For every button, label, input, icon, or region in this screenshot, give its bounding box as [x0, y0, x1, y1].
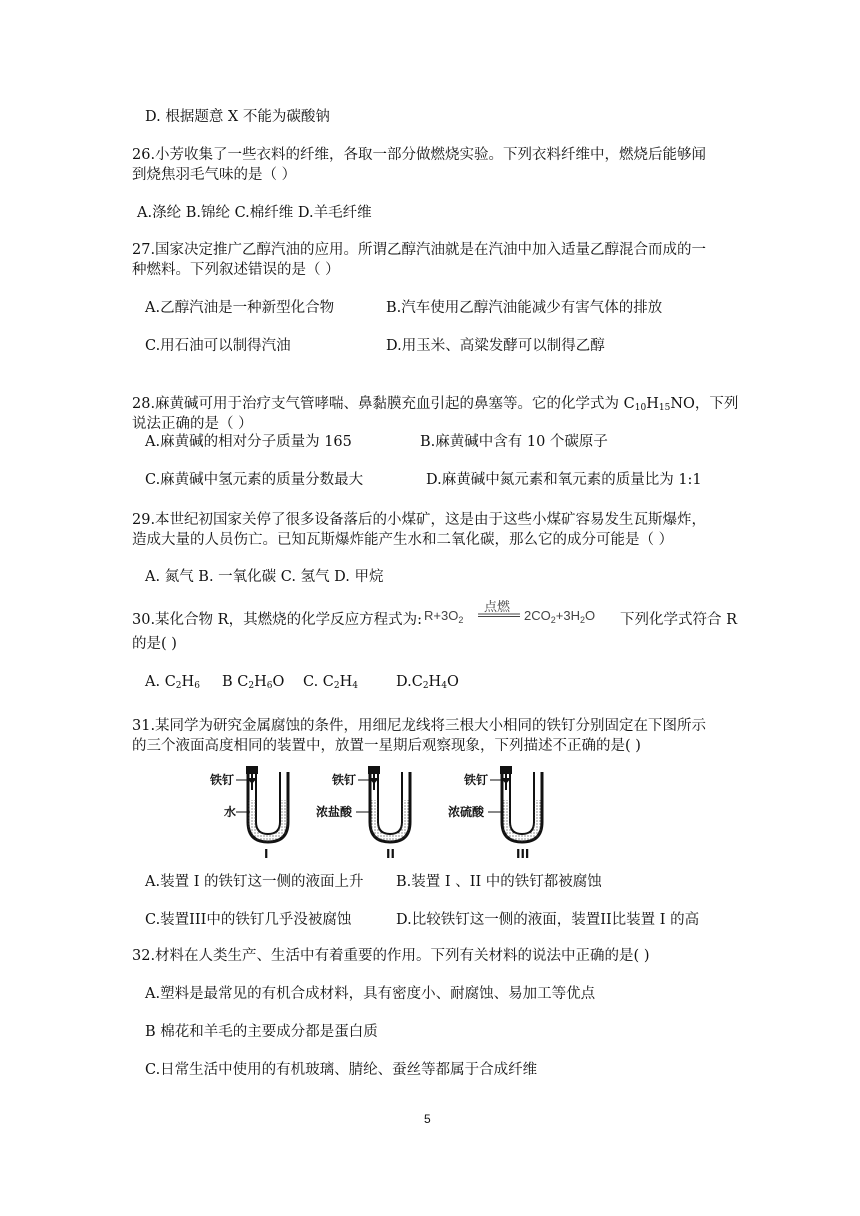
- answer-option: B.汽车使用乙醇汽油能减少有害气体的排放: [386, 300, 663, 316]
- text-line: A.塑料是最常见的有机合成材料，具有密度小、耐腐蚀、易加工等优点: [145, 986, 596, 1002]
- text-line: C.日常生活中使用的有机玻璃、腈纶、蚕丝等都属于合成纤维: [145, 1062, 538, 1078]
- u-tube-apparatus-figure: [206, 760, 556, 860]
- text-line: 32.材料在人类生产、生活中有着重要的作用。下列有关材料的说法中正确的是( ): [132, 948, 650, 964]
- text-line: B 棉花和羊毛的主要成分都是蛋白质: [145, 1024, 378, 1040]
- tube-2: [316, 766, 410, 860]
- text-line: 的三个液面高度相同的装置中，放置一星期后观察现象，下列描述不正确的是( ): [132, 738, 641, 754]
- svg-text:R+3O2: $R+3O_2$: [424, 608, 464, 625]
- answer-option: D.用玉米、高粱发酵可以制得乙醇: [386, 338, 605, 354]
- svg-text:II: II: [386, 847, 395, 860]
- text-line: 到烧焦羽毛气味的是（ ）: [132, 167, 297, 183]
- answer-option: B.麻黄碱中含有 10 个碳原子: [420, 434, 608, 450]
- answer-option: B.装置 I 、II 中的铁钉都被腐蚀: [396, 874, 602, 890]
- text-line: 27.国家决定推广乙醇汽油的应用。所谓乙醇汽油就是在汽油中加入适量乙醇混合而成的一: [132, 242, 707, 258]
- text-line: A.涤纶 B.锦纶 C.棉纤维 D.羊毛纤维: [137, 205, 372, 221]
- text-line: 下列化学式符合 R: [620, 612, 738, 628]
- q30-option-b: B $C_2H_6O$: [222, 674, 285, 691]
- text-line: 说法正确的是（ ）: [132, 416, 253, 432]
- answer-option: A.乙醇汽油是一种新型化合物: [145, 300, 335, 316]
- answer-option: C.用石油可以制得汽油: [145, 338, 291, 354]
- svg-text:I: I: [264, 847, 269, 860]
- answer-option: A.装置 I 的铁钉这一侧的液面上升: [145, 874, 364, 890]
- q28-stem-line1: 28.麻黄碱可用于治疗支气管哮喘、鼻黏膜充血引起的鼻塞等。它的化学式为 $C_{10}H_{15}NO$，下列: [132, 396, 739, 413]
- equation-condition: 点燃: [484, 600, 511, 614]
- svg-text:铁钉: 铁钉: [464, 773, 489, 787]
- q30-option-d: $D.C_2H_4O$: [396, 674, 459, 691]
- text-line: 造成大量的人员伤亡。已知瓦斯爆炸能产生水和二氧化碳，那么它的成分可能是（ ）: [132, 532, 674, 548]
- answer-option: D.比较铁钉这一侧的液面，装置II比装置 I 的高: [396, 912, 700, 928]
- svg-text:III: III: [516, 847, 530, 860]
- svg-text:水: 水: [224, 805, 237, 819]
- answer-option: A.麻黄碱的相对分子质量为 165: [145, 434, 352, 450]
- text-line: 30.某化合物 R，其燃烧的化学反应方程式为:: [132, 612, 422, 628]
- svg-text:铁钉: 铁钉: [210, 773, 235, 787]
- q30-option-a: A. $C_2H_6$: [145, 674, 200, 691]
- text-line: 26.小芳收集了一些衣料的纤维，各取一部分做燃烧实验。下列衣料纤维中，燃烧后能够闻: [132, 147, 707, 163]
- answer-option: D.麻黄碱中氮元素和氧元素的质量比为 1:1: [426, 472, 702, 488]
- q30-option-c: C. $C_2H_4$: [303, 674, 359, 691]
- text-line: A. 氮气 B. 一氧化碳 C. 氢气 D. 甲烷: [145, 569, 384, 585]
- page-number: 5: [424, 1112, 431, 1126]
- text-line: 31.某同学为研究金属腐蚀的条件，用细尼龙线将三根大小相同的铁钉分别固定在下图所示: [132, 718, 707, 734]
- answer-option: C.装置III中的铁钉几乎没被腐蚀: [145, 912, 352, 928]
- svg-text:2CO2+3H2O: $2CO_2+3H_2O$: [524, 608, 596, 625]
- text-line: 29.本世纪初国家关停了很多设备落后的小煤矿，这是由于这些小煤矿容易发生瓦斯爆炸，: [132, 512, 707, 528]
- combustion-equation: [424, 600, 614, 634]
- text-line: D. 根据题意 X 不能为碳酸钠: [145, 109, 330, 125]
- tube-3: [448, 766, 542, 860]
- svg-text:铁钉: 铁钉: [332, 773, 357, 787]
- answer-option: C.麻黄碱中氢元素的质量分数最大: [145, 472, 364, 488]
- svg-text:浓硫酸: 浓硫酸: [448, 805, 485, 819]
- tube-1: [209, 766, 288, 860]
- text-line: 种燃料。下列叙述错误的是（ ）: [132, 262, 340, 278]
- svg-text:浓盐酸: 浓盐酸: [316, 805, 353, 819]
- text-line: 的是( ): [132, 636, 177, 652]
